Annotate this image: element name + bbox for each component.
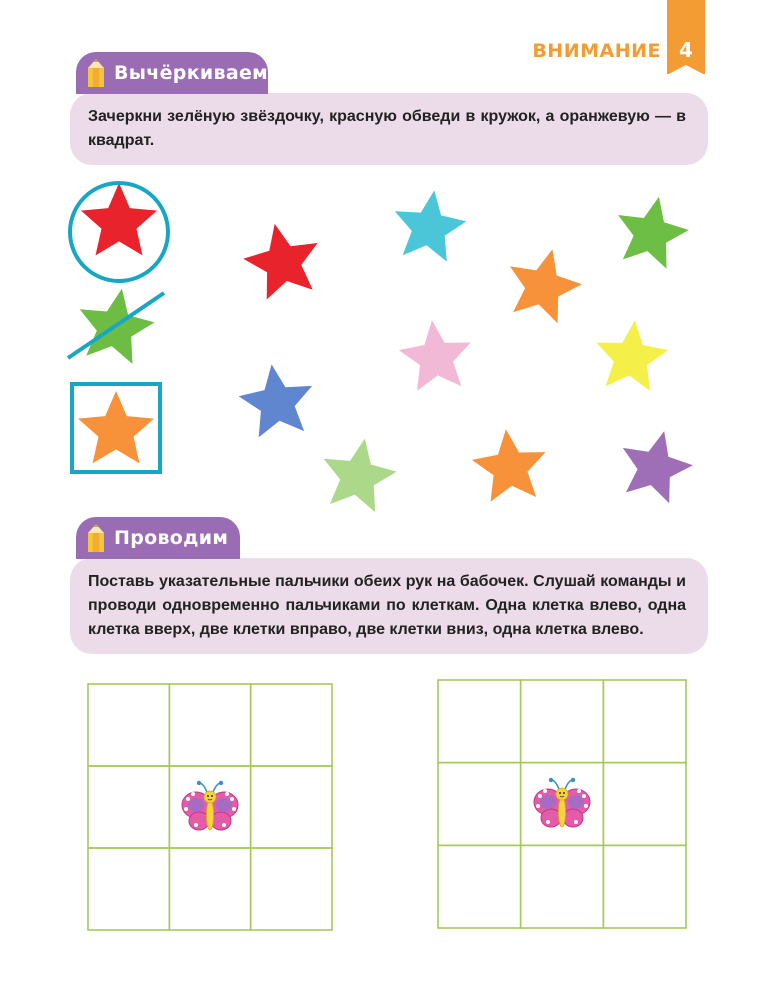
grids-area: [0, 660, 761, 940]
star: [596, 320, 668, 391]
instruction-text: Поставь указательные пальчики обеих рук на бабочек. Слушай команды и проводи одновременно пальчиками по клеткам. Одна клетка влево, одна клетка вверх, две клетки вправо, две клетки вниз, одна клетка влево.: [88, 573, 686, 638]
page-number: 4: [679, 38, 693, 62]
grid-cell[interactable]: [251, 766, 332, 848]
grid-cell[interactable]: [251, 684, 332, 766]
grid-cell[interactable]: [169, 848, 250, 930]
butterfly-icon: [182, 781, 238, 830]
star: [623, 431, 693, 503]
grid-cell[interactable]: [88, 766, 169, 848]
section-tab-trace: [76, 517, 240, 559]
grid-cell[interactable]: [521, 845, 604, 928]
instruction-box-2: [70, 558, 708, 654]
grid-cell[interactable]: [88, 848, 169, 930]
section-title: Вычёркиваем: [114, 62, 268, 84]
star: [399, 320, 471, 391]
star: [618, 197, 689, 269]
grid-cell[interactable]: [603, 763, 686, 846]
star: [395, 190, 467, 261]
grid-cell[interactable]: [603, 680, 686, 763]
section-tab-cross-out: [76, 52, 268, 94]
instruction-box-1: [70, 93, 708, 165]
grid-cell[interactable]: [88, 684, 169, 766]
grid-cell[interactable]: [603, 845, 686, 928]
section-header-label: ВНИМАНИЕ: [532, 40, 661, 62]
star: [324, 439, 397, 512]
grid-cell[interactable]: [251, 848, 332, 930]
grid-cell[interactable]: [438, 680, 521, 763]
grid-cell[interactable]: [438, 845, 521, 928]
grid-cell[interactable]: [438, 763, 521, 846]
section-title: Проводим: [114, 527, 229, 549]
tracing-grid: [88, 684, 332, 930]
star: [243, 224, 317, 300]
tracing-grid: [438, 680, 686, 928]
pencil-icon: [88, 524, 104, 552]
instruction-text: Зачеркни зелёную звёздочку, красную обведи в кружок, а оранжевую — в квадрат.: [88, 108, 686, 149]
star: [239, 364, 313, 437]
grid-cell[interactable]: [169, 684, 250, 766]
grid-cell[interactable]: [521, 680, 604, 763]
star: [472, 429, 546, 502]
pencil-icon: [88, 59, 104, 87]
star: [510, 249, 582, 323]
butterfly-icon: [534, 778, 590, 827]
